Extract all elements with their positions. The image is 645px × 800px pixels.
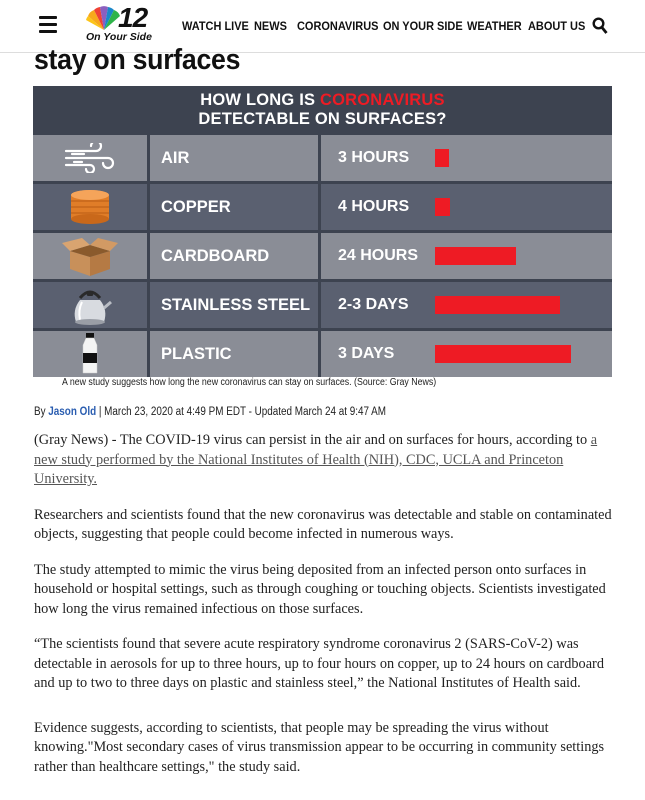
nav-on-your-side[interactable]: ON YOUR SIDE xyxy=(383,19,463,33)
byline-meta: | March 23, 2020 at 4:49 PM EDT - Updated March 24 at 9:47 AM xyxy=(96,406,387,418)
nav-about-us[interactable]: ABOUT US xyxy=(528,19,586,33)
infographic-row-cardboard xyxy=(33,233,612,279)
article-paragraph: Researchers and scientists found that the new coronavirus was detectable and stable on contaminated objects, suggesting that people could become infected in numerous ways. xyxy=(34,506,612,542)
article-paragraph: “The scientists found that severe acute respiratory syndrome coronavirus 2 (SARS-CoV-2) was detectable in aerosols for up to three hours, up to four hours on copper, up to 24 hours on cardboard and up to two to three days on plastic and stainless steel,” the National Institutes of Health said. xyxy=(34,636,604,691)
duration-value: 24 HOURS xyxy=(338,247,419,264)
surface-label: PLASTIC xyxy=(153,331,321,377)
duration-value: 2-3 DAYS xyxy=(338,296,409,313)
infographic-title xyxy=(33,86,612,132)
infographic-title-prefix: HOW LONG IS xyxy=(200,91,320,109)
infographic-row-plastic xyxy=(33,331,612,377)
nav-weather[interactable]: WEATHER xyxy=(467,19,522,33)
row-divider xyxy=(33,230,612,233)
article-paragraph: The study attempted to mimic the virus being deposited from an infected person onto surfaces in household or hospital settings, such as through coughing or touching objects. Scientists investigated how long the virus remained infectious on those surfaces. xyxy=(34,561,606,617)
logo-channel-number: 12 xyxy=(118,2,148,33)
image-caption: A new study suggests how long the new coronavirus can stay on surfaces. (Source: Gray News) xyxy=(62,377,437,388)
duration-bar xyxy=(435,296,560,314)
surface-label: COPPER xyxy=(153,184,321,230)
article-headline: stay on surfaces xyxy=(34,44,241,76)
article-paragraph xyxy=(34,431,614,490)
paragraph-text: (Gray News) - The COVID-19 virus can persist in the air and on surfaces for hours, according to xyxy=(34,432,591,448)
station-logo[interactable] xyxy=(84,2,162,46)
nav-coronavirus[interactable]: CORONAVIRUS xyxy=(297,19,379,33)
infographic-row-stainless-steel xyxy=(33,282,612,328)
author-link[interactable]: Jason Old xyxy=(48,406,97,418)
duration-value: 3 HOURS xyxy=(338,149,410,166)
row-divider xyxy=(33,279,612,282)
study-link[interactable]: a new study performed by the National Institutes of Health (NIH), CDC, UCLA and Princeton University. xyxy=(34,432,598,487)
infographic-title-highlight: CORONAVIRUS xyxy=(320,91,445,109)
row-divider xyxy=(33,132,612,135)
nav-news[interactable]: NEWS xyxy=(254,19,287,33)
row-divider xyxy=(33,181,612,184)
surface-label: CARDBOARD xyxy=(153,233,321,279)
search-icon[interactable] xyxy=(592,17,608,35)
byline xyxy=(34,406,386,418)
logo-tagline: On Your Side xyxy=(86,31,152,43)
steel-kettle-icon xyxy=(33,282,150,328)
infographic-row-copper xyxy=(33,184,612,230)
nav-watch-live[interactable]: WATCH LIVE xyxy=(182,19,249,33)
duration-bar xyxy=(435,345,571,363)
air-wind-icon xyxy=(33,135,150,181)
menu-icon[interactable] xyxy=(39,16,57,34)
copper-coins-icon xyxy=(33,184,150,230)
plastic-bottle-icon xyxy=(33,331,150,377)
surface-label: AIR xyxy=(153,135,321,181)
row-divider xyxy=(33,328,612,331)
cardboard-box-icon xyxy=(33,233,150,279)
surface-duration-infographic xyxy=(33,86,612,376)
main-nav xyxy=(182,19,588,33)
infographic-row-air xyxy=(33,135,612,181)
article-body xyxy=(34,431,614,793)
infographic-title-line2: DETECTABLE ON SURFACES? xyxy=(198,110,447,128)
duration-value: 3 DAYS xyxy=(338,345,395,362)
article-paragraph: Evidence suggests, according to scientists, that people may be spreading the virus without knowing."Most secondary cases of virus transmission appear to be occurring in community settings rather than healthcare settings," the study said. xyxy=(34,719,605,775)
byline-prefix: By xyxy=(34,406,49,418)
duration-bar xyxy=(435,149,449,167)
surface-label: STAINLESS STEEL xyxy=(153,282,321,328)
duration-value: 4 HOURS xyxy=(338,198,410,215)
duration-bar xyxy=(435,247,516,265)
duration-bar xyxy=(435,198,450,216)
